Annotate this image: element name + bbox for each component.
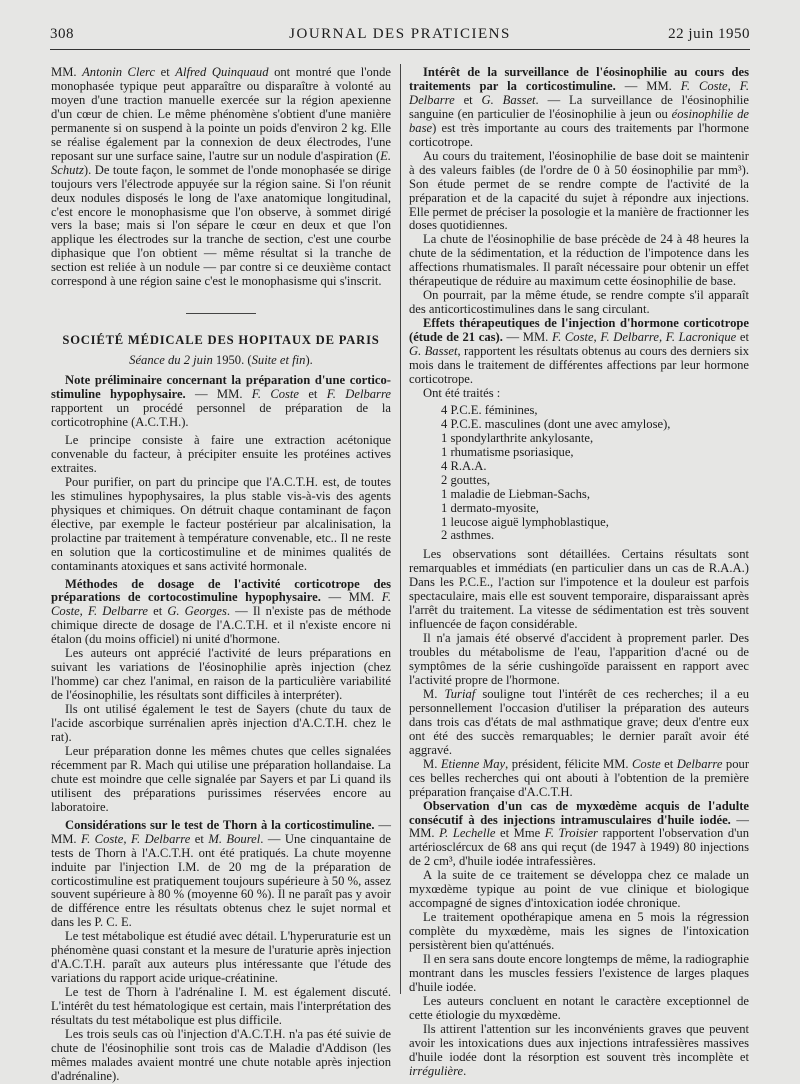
- paragraph: [409, 66, 749, 150]
- text-run: La chute de l'éosinophilie de base précède de 24 à 48 heures la chute de la sédimentation, et la réduction de l'impotence dans les affections rhumatismales. Il paraît nécessaire pour obtenir un effet thérapeutique de réduire au maximum cette éosinophilie de base.: [409, 232, 749, 289]
- text-run: M.: [423, 686, 445, 701]
- text-run: souligne tout l'intérêt de ces recherches; il a eu personnellement l'occasion d'utiliser la préparation des auteurs dans trois cas d'états de mal asthmatique grave; deux d'entre eux ont été des succès remarquables; le dernier paraît avoir été aggravé.: [409, 686, 749, 757]
- text-run: Au cours du traitement, l'éosinophilie de base doit se maintenir à des valeurs faibles (de l'ordre de 0 à 50 éosinophilie par mm³). Son étude permet de se rendre compte de l'activité de la préparation et de la capacité du sujet à répondre aux injections. Elle permet de préciser la posologie et la manière de fractionner les doses quotidiennes.: [409, 148, 749, 233]
- text-run: MM.: [51, 65, 83, 79]
- run-bold: Considérations sur le test de Thorn à la corticostimuline.: [65, 817, 375, 832]
- list-item: 1 rhumatisme psoriasique,: [441, 444, 574, 459]
- page-header: [50, 26, 750, 48]
- run-italic: F. Coste: [251, 387, 300, 402]
- run-italic: Alfred Quinquaud: [175, 65, 269, 79]
- paragraph: [409, 632, 749, 688]
- text-run: , rapportent les résultats obtenus au cours des derniers six mois dans le traitement de différentes affections par leur hormone corticotrope.: [409, 344, 749, 386]
- left-column: [51, 66, 391, 1084]
- paragraph: [51, 1028, 391, 1084]
- run-bold: Méthodes de dosage de l'activité corticotrope des préparations de cortocostimuline hypophysaire.: [51, 576, 391, 605]
- run-italic: F. Coste, F. Delbarre: [81, 831, 191, 846]
- text-run: ) est très importante au cours des traitements par l'hormone corticotrope.: [409, 120, 749, 149]
- text-run: rapportent l'observation d'un artériosclércux de 68 ans qui reçut (de 1947 à 1949) 80 injections de 2 cm³, d'huile iodée intrafessières.: [409, 826, 750, 869]
- text-run: Ils ont utilisé également le test de Sayers (chute du taux de l'acide ascorbique surrénalien après injection d'A.C.T.H. chez le rat).: [51, 702, 391, 744]
- text-run: — MM.: [409, 812, 749, 841]
- paragraph: [51, 578, 391, 648]
- paragraph: [409, 317, 749, 387]
- text-run: Leur préparation donne les mêmes chutes que celles signalées récemment par R. Mach qui utilise une préparation hollandaise. La chute est moindre que celle signalée par Sayers et par Li quand ils utilisent des préparations purissimes réservées encore au laboratoire.: [51, 743, 391, 814]
- run-italic: Antonin Clerc: [82, 65, 156, 79]
- text-run: Les auteurs ont apprécié l'activité de leurs préparations en suivant les variations de l'éosinophilie après injection (chez l'homme) car chez l'animal, en raison de la particulière variabilité de l'éosinophilie, les résultats sont difficiles à interpréter).: [51, 646, 391, 703]
- paragraph: [51, 476, 391, 574]
- text-run: Ils attirent l'attention sur les inconvénients graves que peuvent avoir les intoxications dues aux injections intrafessières massives d'huile iodée dont la résorption est souvent très incomplète et: [409, 1021, 749, 1064]
- run-italic: G. Basset: [409, 344, 458, 359]
- text-run: Il en sera sans doute encore longtemps de même, la radiographie montrant dans les muscles fessiers l'existence de larges plaques d'huile iodée.: [409, 952, 749, 994]
- paragraph: [409, 953, 749, 995]
- paragraph: [51, 819, 391, 931]
- text-run: ). De toute façon, le sommet de l'onde monophasée se dirige toujours vers l'électrode appuyée sur la région saine. Si l'on réunit deux nodules disposés le long de l'axe anatomique longitudinal, c'est encore le monophasisme que l'on observe, à sommet dirigé vers la base; mais si l'on sépare le cœur en deux et que l'on applique les électrodes sur la tranche de section, c'est une courbe diphasique que l'on obtient — même résultat si la tranche de section est reliée à un nodule — par contre si ce deuxième contact correspond à une région saine c'est le monophasisme qui s'inscrit.: [51, 162, 391, 289]
- text-run: . — Il n'existe pas de méthode chimique directe de dosage de l'A.C.T.H. et il n'existe encore ni étalon (du moins officiel) ni unité d'hormone.: [51, 604, 391, 647]
- paragraph: [409, 548, 749, 632]
- text-run: et: [454, 92, 482, 107]
- run-bold: Observation d'un cas de myxœdème acquis de l'adulte consécutif à des injections intramusculaires d'huile iodée.: [409, 798, 749, 827]
- text-run: et: [736, 330, 749, 345]
- text-run: . — La surveillance de l'éosinophilie sanguine (en particulier de l'éosinophilie à jeun ou: [409, 92, 749, 121]
- list-item: 4 P.C.E. féminines,: [441, 402, 538, 417]
- run-italic: E. Schutz: [51, 148, 391, 177]
- journal-title: JOURNAL DES PRATICIENS: [289, 26, 511, 42]
- text-run: A la suite de ce traitement se développa chez ce malade un myxœdème typique au point de vue clinique et biologique accompagné de signes d'intoxication iodée chronique.: [409, 868, 749, 911]
- run-italic: F. Troisier: [544, 826, 598, 841]
- column-divider: [400, 64, 401, 994]
- paragraph: [51, 66, 391, 289]
- list-item: 4 R.A.A.: [441, 458, 487, 473]
- list-item: 2 asthmes.: [441, 528, 495, 543]
- text-run: — MM.: [320, 590, 382, 605]
- text-run: rapportent un procédé personnel de préparation de la corticotrophine (A.C.T.H.).: [51, 401, 391, 430]
- text-run: Le test de Thorn à l'adrénaline I. M. est également discuté. L'intérêt du test hématologique est certain, mais l'interprétation des résultats du test métabolique est plus difficile.: [51, 985, 391, 1028]
- text-run: .: [463, 1063, 467, 1078]
- run-bold: Intérêt de la surveillance de l'éosinophilie au cours des traitements par la corticostimuline.: [409, 65, 749, 93]
- issue-date: 22 juin 1950: [668, 26, 750, 42]
- paragraph: [409, 233, 749, 289]
- paragraph: [409, 688, 749, 758]
- text-run: — MM.: [502, 330, 552, 345]
- text-run: Pour purifier, on part du principe que l'A.C.T.H. est, de toutes les stimulines hypophysaires, la plus stable vis-à-vis des agents physiques et chimiques. On détruit chaque contaminant de façon élective, par exemple le facteur postérieur par alcalinisation, la prolactine par traitement à température convenable, etc.. Il ne reste en solution que la corticostimuline et de minimes qualités de contaminants atoxiques et sans activité hormonale.: [51, 474, 391, 573]
- list-item: 1 dermato-myosite,: [441, 500, 539, 515]
- run-italic: F. Coste, F. Delbarre: [409, 78, 749, 107]
- run-italic: Turiaf: [444, 686, 476, 701]
- paragraph: [51, 703, 391, 745]
- paragraph: [409, 758, 749, 800]
- text-run: ).: [305, 353, 313, 368]
- run-bold: Effets thérapeutiques de l'injection d'hormone corticotrope (étude de 21 cas).: [409, 316, 749, 345]
- list-item: 1 maladie de Liebman-Sachs,: [441, 486, 590, 501]
- paragraph: [409, 911, 749, 953]
- text-run: et: [155, 65, 176, 79]
- text-run: Le test métabolique est étudié avec détail. L'hyperuraturie est un phénomène quasi constant et la mesure de l'uraturie après injection d'A.C.T.H. paraît aux auteurs plus intéressante que l'étude des variations du rapport acide urique-créatinine.: [51, 929, 391, 986]
- text-run: — MM.: [615, 78, 681, 93]
- text-run: et: [299, 387, 327, 402]
- text-run: pour ces belles recherches qui ont abouti à l'obtention de la première préparation française d'A.C.T.H.: [409, 756, 750, 799]
- text-run: — MM.: [185, 387, 252, 402]
- list-item: 1 spondylarthrite ankylosante,: [441, 430, 594, 445]
- text-run: et: [190, 831, 209, 846]
- treated-intro: Ont été traités :: [423, 385, 501, 400]
- paragraph: [51, 930, 391, 986]
- paragraph: [409, 869, 749, 911]
- text-run: — MM.: [51, 817, 391, 846]
- right-column: [409, 66, 749, 1079]
- run-italic: Delbarre: [676, 756, 723, 771]
- text-run: , président, félicite MM.: [505, 756, 633, 771]
- run-italic: G. Georges: [167, 604, 227, 619]
- paragraph: [51, 434, 391, 476]
- treated-list: [409, 404, 749, 544]
- text-run: et: [660, 756, 677, 771]
- run-italic: P. Lechelle: [439, 826, 496, 841]
- text-run: 1950. (: [212, 353, 252, 368]
- paragraph: [409, 289, 749, 317]
- run-italic: Séance du 2 juin: [129, 353, 213, 368]
- run-italic: irrégulière: [409, 1063, 464, 1078]
- paragraph: [409, 1023, 749, 1079]
- run-italic: Suite et fin: [251, 353, 306, 368]
- paragraph: [51, 647, 391, 703]
- list-item: 2 gouttes,: [441, 472, 490, 487]
- session-line: [51, 354, 391, 368]
- text-run: Les auteurs concluent en notant le caractère exceptionnel de cette étiologie du myxœdème.: [409, 993, 749, 1022]
- run-bold: Note préliminaire concernant la préparation d'une cortico-stimuline hypophysaire.: [51, 373, 391, 402]
- list-item: 4 P.C.E. masculines (dont une avec amylose),: [441, 416, 671, 431]
- text-run: Les observations sont détaillées. Certains résultats sont remarquables et immédiats (en particulier dans un cas de R.A.A.) Dans les P.C.E., l'action sur l'impotence et la douleur est parfois spectaculaire, mais elle est souvent temporaire, disparaissant après l'arrêt du traitement. La vitesse de sédimentation est très souvent influencée de façon considérable.: [409, 547, 749, 632]
- text-run: On pourrait, par la même étude, se rendre compte s'il apparaît des anticorticostimulines dans le sang circulant.: [409, 288, 749, 317]
- run-italic: F. Coste, F. Delbarre: [51, 590, 391, 619]
- paragraph: [51, 986, 391, 1028]
- run-italic: M. Bourel: [208, 831, 261, 846]
- text-run: Les trois seuls cas où l'injection d'A.C.T.H. n'a pas été suivie de chute de l'éosinophilie sont trois cas de Maladie d'Addison (les mêmes malades avaient montré une chute notable après injection d'adrénaline).: [51, 1027, 391, 1083]
- section-separator: [186, 313, 256, 314]
- page-number: 308: [50, 26, 74, 42]
- text-run: M.: [423, 756, 441, 771]
- section-title: SOCIÉTÉ MÉDICALE DES HOPITAUX DE PARIS: [62, 333, 380, 348]
- paragraph: [409, 995, 749, 1023]
- text-run: Il n'a jamais été observé d'accident à proprement parler. Des troubles du métabolisme de l'eau, l'apparition d'acné ou de symptômes de la série cushingoïde paraissent en rapport avec l'activité propre de l'hormone.: [409, 631, 749, 687]
- run-italic: éosinophilie de base: [409, 106, 749, 135]
- run-italic: F. Coste, F. Delbarre, F. Lacronique: [552, 330, 737, 345]
- run-italic: Coste: [632, 756, 661, 771]
- paragraph: [51, 374, 391, 430]
- run-italic: Etienne May: [440, 756, 506, 771]
- paragraph: [51, 745, 391, 815]
- run-italic: F. Delbarre: [326, 387, 391, 402]
- paragraph: [409, 150, 749, 234]
- text-run: et: [147, 604, 168, 619]
- run-italic: G. Basset: [481, 92, 536, 107]
- list-item: 1 leucose aiguë lymphoblastique,: [441, 514, 609, 529]
- text-run: Le principe consiste à faire une extraction acétonique convenable du facteur, à précipiter ensuite les protéines actives extraites.: [51, 432, 391, 475]
- paragraph: [409, 800, 749, 870]
- text-run: Le traitement opothérapique amena en 5 mois la régression complète du myxœdème, mais les signes de l'intoxication persistèrent bien qu'atténués.: [409, 910, 749, 953]
- text-run: et Mme: [495, 826, 545, 841]
- text-run: . — Une cinquantaine de tests de Thorn à l'A.C.T.H. ont été pratiqués. La chute moyenne induite par l'injection I.M. de 20 mg de la préparation de corticostimuline est pratiquement toujours supérieure à 50 %, assez souvent supérieure à 80 % (moyenne 60 %). Il ne paraît pas y avoir de différence entre les résultats obtenus chez le sujet normal et dans les P. C. E.: [51, 831, 391, 930]
- text-run: ont montré que l'onde monophasée typique peut apparaître ou disparaître à volonté au moyen d'une traction manuelle exercée sur la région apexienne d'un cœur de chien. Le même phénomène s'obtient d'une manière permanente si on suspend à la pointe un poids d'environ 2 kg. Elle se réalise également par la connexion de deux électrodes, l'une reposant sur une surface saine, l'autre sur un nodule d'aspiration (: [51, 65, 391, 163]
- header-rule: [50, 49, 750, 50]
